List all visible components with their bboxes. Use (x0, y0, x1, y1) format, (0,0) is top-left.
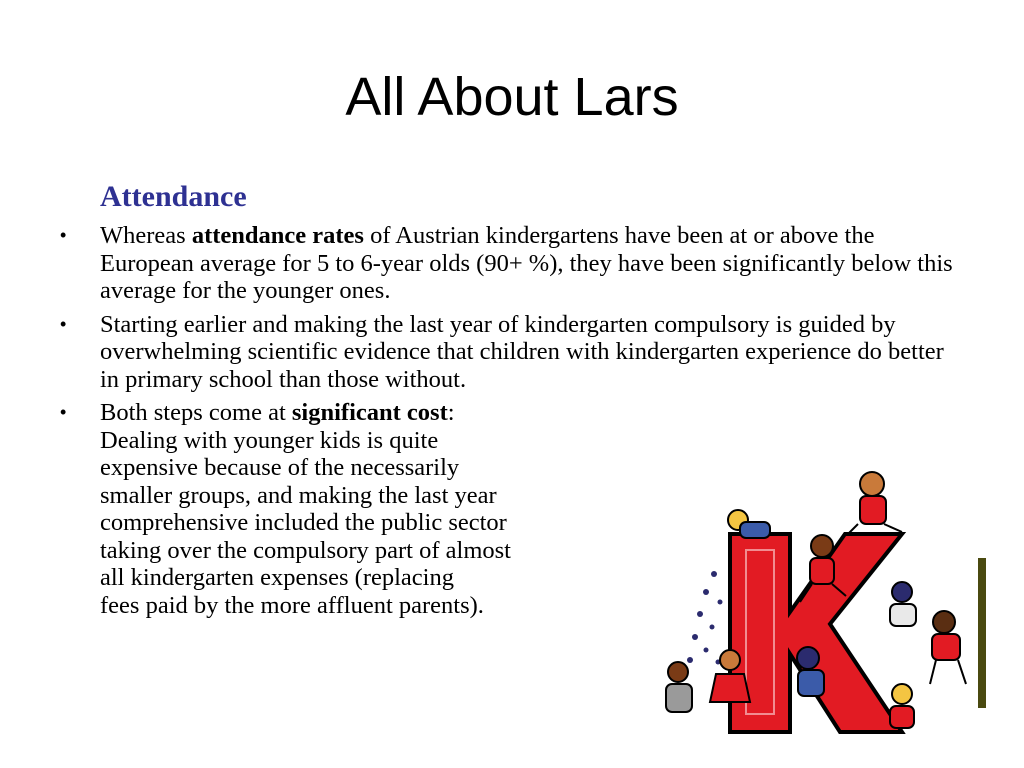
bullet-line: comprehensive included the public sector (100, 509, 507, 536)
bullet-item-evidence (60, 311, 960, 394)
door-frame (978, 558, 986, 708)
bullet-text: Starting earlier and making the last year of kindergarten compulsory is guided by overwhelming scientific evidence that children with kindergarten experience do better in primary school than those without. (100, 310, 944, 393)
bullet-text-post: : (447, 399, 455, 426)
bullet-text-post: of Austrian kindergartens have been at or above the European average for 5 to 6-year olds (90+ %), they have been significantly below this average for the younger ones. (100, 222, 953, 304)
bullet-bold-text: attendance rates (191, 222, 364, 249)
bullet-bold-text: significant cost (291, 399, 448, 426)
bullet-line: Dealing with younger kids is quite (100, 426, 439, 454)
bullet-line: fees paid by the more affluent parents). (100, 591, 484, 619)
bullet-icon: • (60, 225, 67, 245)
bullet-line: taking over the compulsory part of almost (100, 536, 511, 564)
bullet-line-first (100, 399, 960, 427)
bullet-text-pre: Both steps come at (100, 399, 292, 426)
dots-decoration (687, 571, 723, 665)
bullet-text-pre: Whereas (100, 222, 192, 249)
bullet-icon: • (60, 313, 67, 334)
bullet-line: smaller groups, and making the last year (100, 481, 497, 509)
bullet-line: expensive because of the necessarily (100, 454, 460, 481)
bullet-line: all kindergarten expenses (replacing (100, 564, 454, 591)
slide-title: All About Lars (345, 67, 679, 127)
bullet-item-attendance (60, 222, 960, 305)
bullet-icon: • (60, 402, 67, 422)
kindergarten-k-illustration (640, 462, 990, 742)
section-heading: Attendance (100, 180, 247, 213)
